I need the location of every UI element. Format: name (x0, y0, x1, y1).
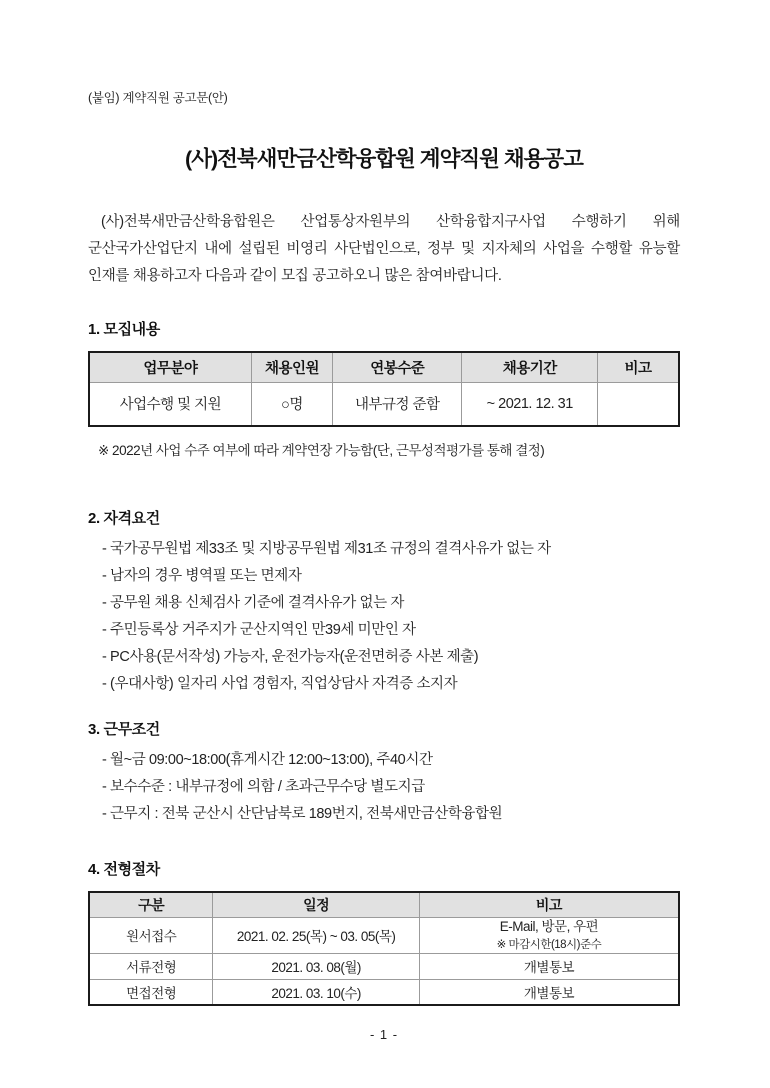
schedule-cell: 2021. 03. 08(월) (213, 953, 420, 979)
table-header-row (89, 352, 679, 382)
table-row (89, 917, 679, 953)
section-heading-working-conditions: 3. 근무조건 (88, 721, 160, 738)
remark-cell (419, 917, 679, 953)
note-cell (598, 382, 679, 426)
remark-note-text: ※ 마감시한(18시)준수 (496, 938, 602, 951)
section-selection-process (88, 858, 680, 1006)
schedule-cell: 2021. 02. 25(목) ~ 03. 05(목) (213, 917, 420, 953)
list-item: - 월~금 09:00~18:00(휴게시간 12:00~13:00), 주40시간 (102, 752, 433, 768)
category-cell: 면접전형 (89, 979, 213, 1005)
page-title: (사)전북새만금산학융합원 계약직원 채용공고 (185, 147, 583, 171)
table-row (89, 382, 679, 426)
list-item: - PC사용(문서작성) 가능자, 운전가능자(운전면허증 사본 제출) (102, 649, 479, 665)
schedule-cell: 2021. 03. 10(수) (213, 979, 420, 1005)
list-item: - 공무원 채용 신체검사 기준에 결격사유가 없는 자 (102, 595, 404, 611)
list-item: - 보수수준 : 내부규정에 의함 / 초과근무수당 별도지급 (102, 779, 425, 795)
salary-cell: 내부규정 준함 (333, 382, 462, 426)
working-conditions-list (88, 747, 680, 828)
section-heading-qualifications: 2. 자격요건 (88, 510, 160, 527)
column-header-headcount: 채용인원 (251, 352, 332, 382)
column-header-field: 업무분야 (89, 352, 251, 382)
attachment-label: (붙임) 계약직원 공고문(안) (88, 91, 228, 105)
recruitment-table (88, 351, 680, 427)
list-item: - 국가공무원법 제33조 및 지방공무원법 제31조 규정의 결격사유가 없는 자 (102, 541, 551, 557)
period-cell: ~ 2021. 12. 31 (462, 382, 598, 426)
remark-text: E-Mail, 방문, 우편 (499, 918, 599, 934)
section-heading-recruitment: 1. 모집내용 (88, 321, 160, 338)
category-cell: 서류전형 (89, 953, 213, 979)
table-header-row (89, 892, 679, 917)
section-recruitment (88, 318, 680, 459)
column-header-category: 구분 (89, 892, 213, 917)
table-row (89, 979, 679, 1005)
intro-paragraph: (사)전북새만금산학융합원은 산업통상자원부의 산학융합지구사업 수행하기 위해 군산국가산업단지 내에 설립된 비영리 사단법인으로, 정부 및 지자체의 사업을 수행할 유능할 인재를 채용하고자 다음과 같이 모집 공고하오니 많은 참여바랍니다. (88, 214, 680, 284)
list-item: - 근무지 : 전북 군산시 산단남북로 189번지, 전북새만금산학융합원 (102, 806, 503, 822)
column-header-period: 채용기간 (462, 352, 598, 382)
field-cell: 사업수행 및 지원 (89, 382, 251, 426)
section-heading-selection-process: 4. 전형절차 (88, 861, 160, 878)
column-header-salary: 연봉수준 (333, 352, 462, 382)
section-working-conditions (88, 718, 680, 828)
section-qualifications (88, 507, 680, 698)
table-row (89, 953, 679, 979)
column-header-note: 비고 (598, 352, 679, 382)
list-item: - 남자의 경우 병역필 또는 면제자 (102, 568, 302, 584)
column-header-remark: 비고 (419, 892, 679, 917)
list-item: - 주민등록상 거주지가 군산지역인 만39세 미만인 자 (102, 622, 416, 638)
qualification-list (88, 536, 680, 698)
page-number: - 1 - (369, 1027, 399, 1042)
list-item: - (우대사항) 일자리 사업 경험자, 직업상담사 자격증 소지자 (102, 676, 458, 692)
category-cell: 원서접수 (89, 917, 213, 953)
selection-process-table (88, 891, 680, 1006)
headcount-cell: ○명 (251, 382, 332, 426)
recruitment-table-note: ※ 2022년 사업 수주 여부에 따라 계약연장 가능함(단, 근무성적평가를 통해 결정) (98, 443, 545, 458)
remark-cell: 개별통보 (419, 979, 679, 1005)
remark-cell: 개별통보 (419, 953, 679, 979)
column-header-schedule: 일정 (213, 892, 420, 917)
